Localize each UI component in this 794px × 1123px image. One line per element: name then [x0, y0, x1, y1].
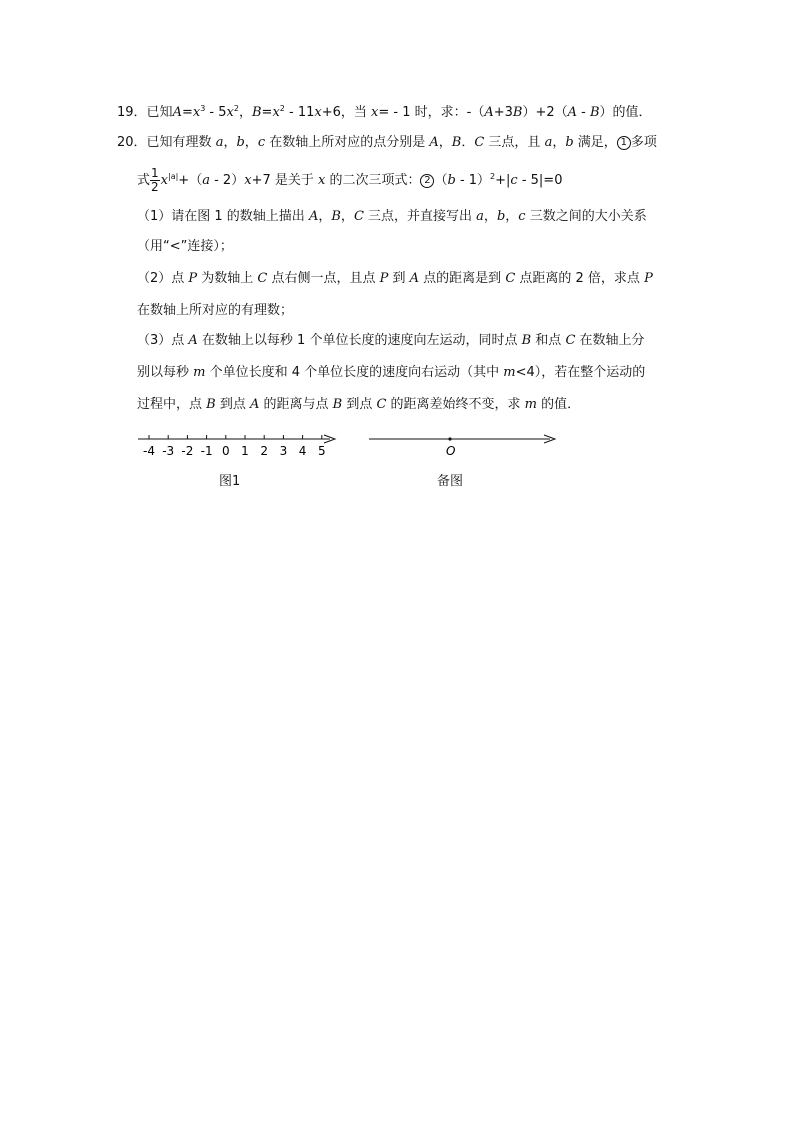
var: c: [510, 173, 518, 188]
question-number: 20．: [117, 135, 147, 150]
var: b: [565, 135, 574, 150]
part-2-line-1: [137, 270, 653, 288]
text: 式: [137, 173, 151, 188]
part-3-line-3: [137, 396, 580, 414]
var: P: [188, 271, 198, 286]
var: a: [476, 209, 484, 224]
origin-point: [448, 437, 451, 440]
var: B: [521, 333, 532, 348]
exponent: 2: [279, 104, 285, 113]
text: 点右侧一点，且点: [267, 271, 380, 286]
var: C: [257, 271, 268, 286]
text: 的距离与点: [259, 397, 333, 412]
text: 到点: [215, 397, 250, 412]
exponent: 2: [490, 172, 496, 181]
var: x: [317, 173, 326, 188]
part-1-line-1: [137, 208, 647, 226]
var: A: [409, 271, 420, 286]
text: - 2）: [209, 173, 245, 188]
tick-label: 3: [279, 444, 288, 458]
text: 在数轴上分: [575, 333, 645, 348]
question-20-line-2: [137, 166, 562, 196]
text: ．: [461, 135, 475, 150]
var: A: [567, 105, 578, 120]
var: x: [371, 105, 379, 120]
text: ）的值．: [599, 105, 652, 120]
text: 别以每秒: [137, 365, 194, 380]
tick-label: -2: [181, 444, 194, 458]
exponent: |a|: [168, 172, 179, 181]
var: A: [249, 397, 260, 412]
var: c: [518, 209, 526, 224]
fraction: [150, 167, 160, 194]
text: ，: [438, 135, 452, 150]
text: 在数轴上以每秒 1 个单位长度的速度向左运动，同时点: [197, 333, 522, 348]
var: C: [474, 135, 485, 150]
var: x: [244, 173, 252, 188]
var: b: [236, 135, 245, 150]
text: ，: [552, 135, 566, 150]
var: x: [272, 105, 280, 120]
var: B: [512, 105, 523, 120]
var: x: [192, 105, 201, 120]
var: A: [429, 135, 439, 150]
spare-figure-caption: 备图: [437, 474, 464, 489]
text: =: [261, 105, 273, 120]
var: B: [451, 135, 462, 150]
text: （3）点: [137, 333, 189, 348]
var: A: [308, 209, 319, 224]
var: C: [505, 271, 516, 286]
text: - 5|=0: [517, 173, 563, 188]
fraction-denominator: 2: [151, 180, 159, 194]
var: C: [565, 333, 576, 348]
text: 已知有理数: [146, 135, 216, 150]
text: ，: [223, 135, 237, 150]
text: +（: [178, 173, 203, 188]
text: 的值．: [537, 397, 581, 412]
var: a: [202, 173, 210, 188]
var: c: [257, 135, 266, 150]
tick-label: -3: [162, 444, 175, 458]
var: B: [589, 105, 600, 120]
var: A: [484, 105, 494, 120]
text: 的距离差始终不变，求: [386, 397, 525, 412]
part-2-line-2: 在数轴上所对应的有理数；: [137, 303, 294, 318]
text: - 11: [284, 105, 315, 120]
var: m: [193, 365, 206, 380]
number-line-ticks: [143, 435, 326, 458]
text: 到: [388, 271, 410, 286]
text: ，: [340, 209, 354, 224]
var: m: [503, 365, 516, 380]
fraction-numerator: 1: [151, 166, 159, 180]
text: （2）点: [137, 271, 189, 286]
var: x: [314, 105, 322, 120]
var: m: [524, 397, 537, 412]
var: B: [332, 397, 343, 412]
exponent: 3: [200, 104, 206, 113]
text: 三点，且: [484, 135, 545, 150]
tick-label: 1: [241, 444, 249, 458]
exponent: 2: [233, 104, 239, 113]
circled-number: 1: [617, 136, 631, 150]
text: -: [577, 105, 590, 120]
text: 多项: [630, 135, 657, 150]
circled-number: 2: [420, 174, 434, 188]
tick-label: 4: [298, 444, 307, 458]
part-3-line-2: [137, 364, 645, 382]
var: b: [496, 209, 506, 224]
number-line-figure-1: [130, 425, 350, 465]
text: ，: [244, 135, 258, 150]
text: 的二次三项式：: [325, 173, 421, 188]
text: 已知: [146, 105, 173, 120]
var: a: [215, 135, 224, 150]
text: 和点: [531, 333, 566, 348]
var: x: [160, 173, 168, 188]
tick-label: -1: [200, 444, 213, 458]
text: 点的距离是到: [419, 271, 506, 286]
text: =: [181, 105, 193, 120]
text: （: [434, 173, 448, 188]
tick-label: 0: [221, 444, 230, 458]
var: P: [644, 271, 653, 286]
var: B: [251, 105, 262, 120]
var: A: [188, 333, 198, 348]
text: 个单位长度和 4 个单位长度的速度向右运动（其中: [205, 365, 504, 380]
origin-label: O: [446, 444, 456, 458]
text: = - 1 时，求：-（: [378, 105, 485, 120]
text: 三数之间的大小关系: [525, 209, 647, 224]
text: ，: [318, 209, 332, 224]
number-line-spare: [365, 425, 560, 465]
text: - 5: [205, 105, 227, 120]
text: （1）请在图 1 的数轴上描出: [137, 209, 309, 224]
var: C: [376, 397, 387, 412]
text: 到点: [342, 397, 377, 412]
part-1-line-2: （用“<”连接）；: [137, 239, 233, 254]
tick-label: 5: [317, 444, 326, 458]
text: +7 是关于: [251, 173, 318, 188]
figure-1-caption: 图1: [219, 474, 241, 489]
var: x: [226, 105, 234, 120]
var: b: [447, 173, 456, 188]
text: ，: [238, 105, 252, 120]
text: +6，当: [321, 105, 372, 120]
text: +3: [493, 105, 513, 120]
text: <4），若在整个运动的: [515, 365, 646, 380]
var: A: [172, 105, 182, 120]
text: - 1）: [455, 173, 491, 188]
var: B: [206, 397, 216, 412]
tick-label: 2: [260, 444, 269, 458]
var: C: [353, 209, 364, 224]
text: 在数轴上所对应的点分别是: [265, 135, 430, 150]
text: 三点，并直接写出: [363, 209, 477, 224]
question-number: 19．: [117, 105, 147, 120]
text: ，: [483, 209, 497, 224]
text: ，: [505, 209, 519, 224]
text: 过程中，点: [137, 397, 207, 412]
var: a: [544, 135, 553, 150]
text: ）+2（: [522, 105, 568, 120]
question-19: [117, 104, 652, 122]
text: 点距离的 2 倍，求点: [515, 271, 645, 286]
question-20-line-1: [117, 134, 657, 152]
text: 为数轴上: [197, 271, 258, 286]
tick-label: -4: [143, 444, 155, 458]
var: P: [379, 271, 389, 286]
text: 满足，: [573, 135, 617, 150]
part-3-line-1: [137, 332, 645, 350]
text: +|: [495, 173, 511, 188]
var: B: [331, 209, 341, 224]
